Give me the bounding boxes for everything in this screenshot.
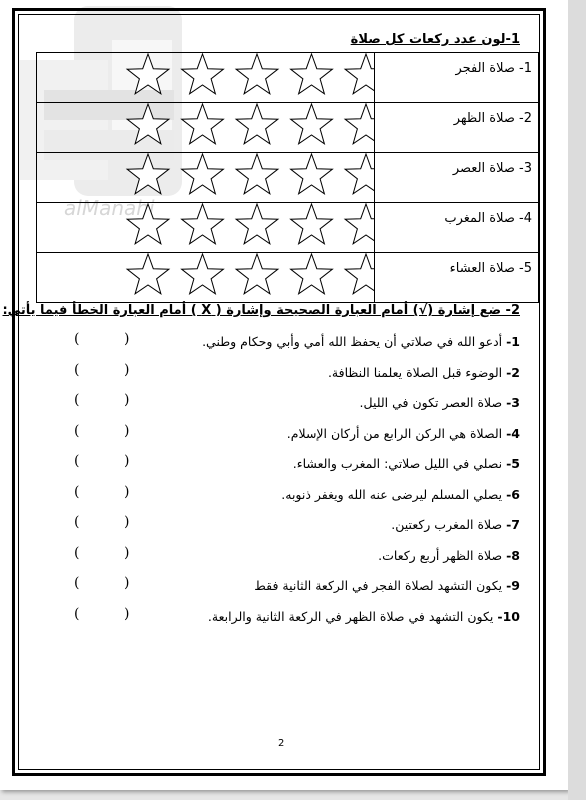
prayer-rakaat-table — [36, 52, 539, 303]
star-icon[interactable] — [345, 154, 374, 194]
star-icon[interactable] — [127, 204, 169, 244]
star-icon[interactable] — [127, 154, 169, 194]
statement-number: 10- — [497, 608, 520, 624]
star-icon[interactable] — [236, 254, 278, 294]
statement-number: 7- — [506, 517, 520, 532]
star-icon[interactable] — [345, 104, 374, 144]
star-icon[interactable] — [127, 54, 169, 94]
page-number: 2 — [278, 738, 285, 749]
statement-row — [220, 395, 520, 410]
watermark-text: alManahj — [64, 196, 155, 220]
statement-number: 1- — [506, 334, 520, 349]
statement-row — [220, 426, 520, 441]
prayer-row — [37, 153, 539, 203]
question-1-number: 1- — [505, 32, 520, 47]
statement-number: 9- — [506, 578, 520, 593]
star-icon[interactable] — [236, 54, 278, 94]
star-icon[interactable] — [236, 154, 278, 194]
statement-text: صلاة العصر تكون في الليل. — [359, 395, 503, 410]
statement-text: يكون التشهد في صلاة الظهر في الركعة الثانية والرابعة. — [207, 608, 494, 624]
statement-text: يصلي المسلم ليرضى عنه الله ويغفر ذنوبه. — [281, 486, 503, 502]
star-icon[interactable] — [345, 54, 374, 94]
star-icon[interactable] — [127, 104, 169, 144]
star-icon[interactable] — [182, 254, 224, 294]
answer-box[interactable]: ( ) — [74, 453, 130, 469]
statement-text: الوضوء قبل الصلاة يعلمنا النظافة. — [327, 364, 503, 380]
star-icon[interactable] — [236, 104, 278, 144]
star-icon[interactable] — [127, 254, 169, 294]
prayer-name: 2- صلاة الظهر — [375, 103, 539, 153]
answer-box[interactable]: ( ) — [74, 575, 130, 591]
prayer-row — [37, 203, 539, 253]
statement-text: نصلي في الليل صلاتي: المغرب والعشاء. — [292, 456, 503, 471]
answer-box[interactable]: ( ) — [74, 514, 130, 530]
star-icon[interactable] — [236, 204, 278, 244]
star-icon[interactable] — [291, 104, 333, 144]
statement-number: 5- — [506, 456, 520, 471]
statement-number: 3- — [506, 395, 520, 410]
statement-text: يكون التشهد لصلاة الفجر في الركعة الثانية فقط — [254, 578, 503, 593]
star-icon[interactable] — [291, 154, 333, 194]
statement-text: صلاة المغرب ركعتين. — [391, 517, 503, 532]
prayer-row — [37, 103, 539, 153]
question-2-title — [2, 303, 520, 318]
statement-row — [202, 334, 520, 349]
prayer-name: 1- صلاة الفجر — [375, 53, 539, 103]
prayer-name: 3- صلاة العصر — [375, 153, 539, 203]
question-1-title — [351, 32, 520, 47]
star-icon[interactable] — [182, 54, 224, 94]
question-2-number: 2- — [505, 303, 520, 318]
star-icon[interactable] — [291, 204, 333, 244]
star-icon[interactable] — [291, 54, 333, 94]
answer-box[interactable]: ( ) — [74, 605, 130, 622]
statement-row — [220, 548, 520, 563]
star-icon[interactable] — [182, 154, 224, 194]
stars-cell — [37, 203, 375, 253]
statement-text: الصلاة هي الركن الرابع من أركان الإسلام. — [286, 425, 503, 441]
statement-row — [220, 456, 520, 471]
stars-cell — [37, 53, 375, 103]
answer-box[interactable]: ( ) — [74, 361, 130, 378]
prayer-row — [37, 253, 539, 303]
prayer-row — [37, 53, 539, 103]
statement-number: 4- — [506, 425, 520, 441]
star-icon[interactable] — [182, 204, 224, 244]
stars-cell — [37, 253, 375, 303]
star-icon[interactable] — [291, 254, 333, 294]
statement-row — [220, 365, 520, 380]
question-2-text: ضع إشارة (√) أمام العبارة الصحيحة وإشارة ( X ) أمام العبارة الخطأ فيما يأتي: — [2, 303, 502, 318]
stars-cell — [37, 153, 375, 203]
statement-text: صلاة الظهر أربع ركعات. — [378, 547, 503, 563]
statement-row — [220, 487, 520, 502]
prayer-name: 4- صلاة المغرب — [375, 203, 539, 253]
statement-row — [220, 578, 520, 593]
statement-row — [207, 608, 520, 624]
viewer-margin — [568, 0, 586, 800]
statement-number: 8- — [506, 547, 520, 563]
star-icon[interactable] — [182, 104, 224, 144]
stars-cell — [37, 103, 375, 153]
answer-box[interactable]: ( ) — [74, 483, 130, 500]
answer-box[interactable]: ( ) — [74, 331, 130, 347]
star-icon[interactable] — [345, 204, 374, 244]
statement-row — [220, 517, 520, 532]
answer-box[interactable]: ( ) — [74, 392, 130, 408]
statement-text: أدعو الله في صلاتي أن يحفظ الله أمي وأبي وحكام وطني. — [202, 334, 503, 349]
answer-box[interactable]: ( ) — [74, 544, 130, 561]
answer-box[interactable]: ( ) — [74, 422, 130, 439]
statement-number: 2- — [506, 364, 520, 380]
statement-number: 6- — [506, 486, 520, 502]
prayer-name: 5- صلاة العشاء — [375, 253, 539, 303]
star-icon[interactable] — [345, 254, 374, 294]
question-1-text: لون عدد ركعات كل صلاة — [350, 32, 506, 47]
